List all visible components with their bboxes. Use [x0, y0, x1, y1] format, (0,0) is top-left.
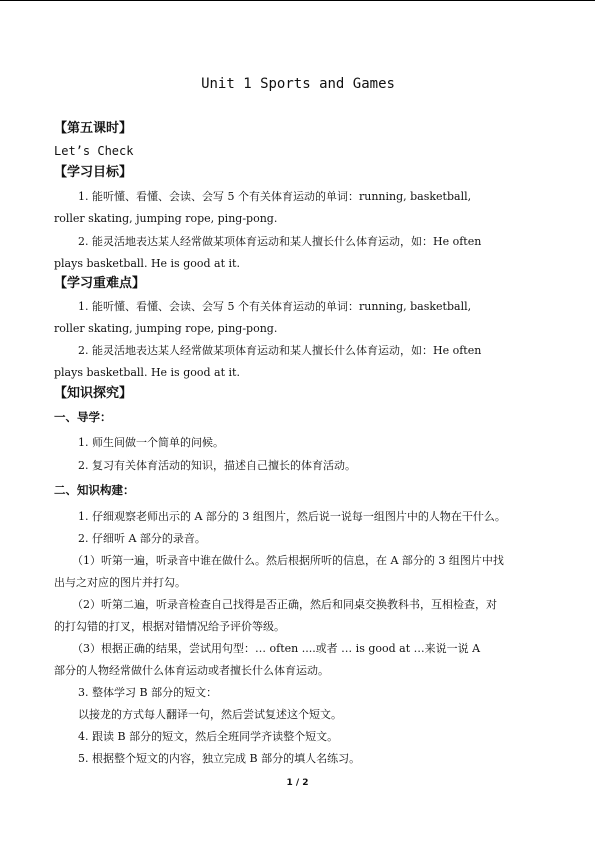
page-number: 1 / 2 — [286, 778, 309, 788]
listen-2-line-2: 的打勾错的打叉，根据对错情况给予评价等级。 — [54, 620, 285, 633]
key-1-line-2: roller skating, jumping rope, ping-pong. — [54, 322, 278, 335]
key-2-line-1: 2. 能灵活地表达某人经常做某项体育运动和某人擅长什么体育运动，如：He often — [78, 344, 482, 357]
listen-3-line-2: 部分的人物经常做什么体育运动或者擅长什么体育运动。 — [54, 664, 329, 677]
build-item-5: 5. 根据整个短文的内容，独立完成 B 部分的填人名练习。 — [78, 752, 361, 765]
goal-2-line-2: plays basketball. He is good at it. — [54, 257, 240, 270]
key-1-line-1: 1. 能听懂、看懂、会读、会写 5 个有关体育运动的单词：running, basketball, — [78, 300, 472, 313]
section-build: 二、知识构建： — [54, 483, 135, 497]
goal-1-line-1: 1. 能听懂、看懂、会读、会写 5 个有关体育运动的单词：running, basketball, — [78, 190, 472, 203]
goal-1-line-2: roller skating, jumping rope, ping-pong. — [54, 212, 278, 225]
heading-explore: 【知识探究】 — [54, 386, 133, 401]
build-item-3: 3. 整体学习 B 部分的短文： — [78, 686, 218, 699]
goal-2-line-1: 2. 能灵活地表达某人经常做某项体育运动和某人擅长什么体育运动，如：He often — [78, 235, 482, 248]
document-title: Unit 1 Sports and Games — [201, 76, 395, 92]
listen-2-line-1: （2）听第二遍，听录音检查自己找得是否正确，然后和同桌交换教科书，互相检查，对 — [72, 598, 497, 611]
heading-lesson: 【第五课时】 — [54, 121, 133, 136]
build-item-3-note: 以接龙的方式每人翻译一句，然后尝试复述这个短文。 — [78, 708, 342, 721]
build-item-1: 1. 仔细观察老师出示的 A 部分的 3 组图片，然后说一说每一组图片中的人物在干什么。 — [78, 510, 506, 523]
build-item-2: 2. 仔细听 A 部分的录音。 — [78, 532, 206, 545]
guide-item-1: 1. 师生间做一个简单的问候。 — [78, 436, 224, 449]
build-item-4: 4. 跟读 B 部分的短文，然后全班同学齐读整个短文。 — [78, 730, 339, 743]
key-2-line-2: plays basketball. He is good at it. — [54, 366, 240, 379]
guide-item-2: 2. 复习有关体育活动的知识，描述自己擅长的体育活动。 — [78, 459, 356, 472]
section-guide: 一、导学： — [54, 410, 112, 424]
heading-key-points: 【学习重难点】 — [54, 276, 146, 291]
heading-goals: 【学习目标】 — [54, 165, 133, 180]
listen-1-line-2: 出与之对应的图片并打勾。 — [54, 576, 186, 589]
page-top-rule — [0, 0, 595, 1]
listen-3-line-1: （3）根据正确的结果，尝试用句型：… often ....或者 … is good at …来说一说 A — [72, 642, 481, 655]
lets-check-label: Let’s Check — [54, 144, 134, 158]
listen-1-line-1: （1）听第一遍，听录音中谁在做什么。然后根据所听的信息，在 A 部分的 3 组图片中找 — [72, 554, 504, 567]
